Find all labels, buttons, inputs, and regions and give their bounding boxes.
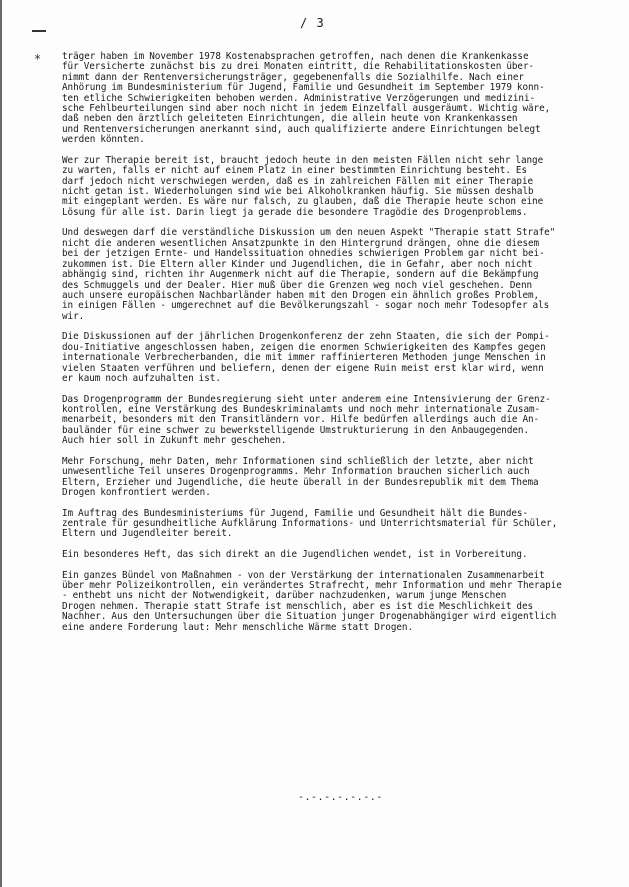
text-line: Ein besonderes Heft, das sich direkt an die Jugendlichen wendet, ist in Vorbereitung. <box>62 548 528 560</box>
text-line: - enthebt uns nicht der Notwendigkeit, darüber nachzudenken, warum junge Menschen <box>62 590 507 602</box>
text-line: unwesentliche Teil unseres Drogenprogramms. Mehr Information brauchen sicherlich auch <box>62 466 530 478</box>
text-line: und Rentenversicherungen anerkannt sind, auch qualifizierte andere Einrichtungen belegt <box>62 123 541 135</box>
text-line: Eltern, Erzieher und Jugendliche, die heute überall in der Bundesrepublik mit dem Thema <box>62 476 539 488</box>
text-line: vielen Staaten verführen und beliefern, denen der eigene Ruin meist erst klar wird, wenn <box>62 362 544 374</box>
document-body <box>62 52 618 643</box>
text-line: Im Auftrag des Bundesministeriums für Jugend, Familie und Gesundheit hält die Bundes- <box>62 507 529 519</box>
text-line: internationale Verbrecherbanden, die mit immer raffinierteren Methoden junge Menschen in <box>62 352 546 364</box>
text-line: Anhörung im Bundesministerium für Jugend, Familie und Gesundheit im September 1979 konn- <box>62 82 545 94</box>
text-line: dou-Initiative angeschlossen haben, zeigen die enormen Schwierigkeiten des Kampfes gegen <box>62 341 546 353</box>
text-line: träger haben im November 1978 Kostenabsprachen getroffen, nach denen die Krankenkasse <box>62 51 529 62</box>
paragraph <box>62 571 618 633</box>
page-number: / 3 <box>300 16 325 30</box>
text-line: nicht die anderen wesentlichen Ansatzpunkte in den Hintergrund drängen, ohne die diesem <box>62 237 540 249</box>
text-line: daß neben den ärztlich geleiteten Einrichtungen, die allein heute von Krankenkassen <box>62 113 518 125</box>
margin-dash-mark <box>32 30 46 32</box>
text-line: Drogen nehmen. Therapie statt Strafe ist menschlich, aber es ist die Meschlichkeit des <box>62 600 534 612</box>
text-line: Eltern und Jugendleiter bereit. <box>62 528 233 540</box>
text-line: abhängig sind, richten ihr Augenmerk nicht auf die Therapie, sondern auf die Bekämpfung <box>62 269 539 281</box>
text-line: Und deswegen darf die verständliche Diskussion um den neuen Aspekt "Therapie statt Strafe" <box>62 227 556 239</box>
paragraph <box>62 156 618 218</box>
text-line: Das Drogenprogramm der Bundesregierung sieht unter anderem eine Intensivierung der Grenz- <box>62 393 551 405</box>
text-line: für Versicherte zunächst bis zu drei Monaten eintritt, die Rehabilitationskosten über- <box>62 61 535 73</box>
text-line: nicht getan ist. Wiederholungen sind wie bei Alkoholkranken häufig. Sie müssen deshalb <box>62 186 534 198</box>
text-line: eine andere Forderung laut: Mehr menschliche Wärme statt Drogen. <box>62 621 414 633</box>
text-line: über mehr Polizeikontrollen, ein verändertes Strafrecht, mehr Information und mehr Therapie <box>62 579 562 591</box>
text-line: Die Diskussionen auf der jährlichen Drogenkonferenz der zehn Staaten, die sich der Pompi- <box>62 331 550 343</box>
text-line: zentrale für gesundheitliche Aufklärung Informations- und Unterrichtsmaterial für Schüler, <box>62 517 558 529</box>
text-line: Lösung für alle ist. Darin liegt ja gerade die besondere Tragödie des Drogenproblems. <box>62 206 528 218</box>
text-line: sche Fehlbeurteilungen sind aber noch nicht in jedem Einzelfall ausgeräumt. Wichtig wäre, <box>62 103 551 115</box>
text-line: wir. <box>62 310 85 322</box>
closing-mark: -.-.-.-.-.-.- <box>298 792 383 803</box>
text-line: menarbeit, besonders mit den Transitländern vor. Hilfe bedürfen allerdings auch die An- <box>62 414 540 426</box>
paragraph <box>62 228 618 322</box>
text-line: Nachher. Aus den Untersuchungen über die Situation junger Drogenabhängiger wird eigentlich <box>62 611 557 623</box>
paragraph <box>62 509 618 540</box>
text-line: darf jedoch nicht verschwiegen werden, daß es in zahlreichen Fällen mit einer Therapie <box>62 175 534 187</box>
text-line: zu warten, falls er nicht auf einem Platz in einer bestimmten Einrichtung besteht. Es <box>62 165 528 177</box>
text-line: werden könnten. <box>62 134 145 146</box>
paragraph <box>62 395 618 447</box>
text-line: kontrollen, eine Verstärkung des Bundeskriminalamts und noch mehr internationale Zusam- <box>62 403 541 415</box>
text-line: des Schmuggels und der Dealer. Hier muß über die Grenzen weg noch viel geschehen. Denn <box>62 279 533 291</box>
paragraph <box>62 52 618 146</box>
text-line: Auch hier soll in Zukunft mehr geschehen. <box>62 435 287 447</box>
text-line: Drogen konfrontiert werden. <box>62 486 211 498</box>
text-line: in einigen Fällen - umgerechnet auf die Bevölkerungszahl - sogar noch mehr Todesopfer als <box>62 300 550 312</box>
margin-asterisk-mark: * <box>34 52 42 66</box>
text-line: Ein ganzes Bündel von Maßnahmen - von der Verstärkung der internationalen Zusammenarbeit <box>62 569 545 581</box>
text-line: bauländer für eine schwer zu bewerkstelligende Umstrukturierung in den Anbaugegenden. <box>62 424 530 436</box>
paragraph <box>62 457 618 499</box>
text-line: mit eingeplant werden. Es wäre nur falsch, zu glauben, daß die Therapie heute schon eine <box>62 196 544 208</box>
text-line: bei der jetzigen Ernte- und Handelssituation ohnedies schwierigen Problem gar nicht bei- <box>62 248 545 260</box>
paragraph <box>62 332 618 384</box>
text-line: ten etliche Schwierigkeiten behoben werden. Administrative Verzögerungen und medizini- <box>62 92 536 104</box>
text-line: Mehr Forschung, mehr Daten, mehr Informationen sind schließlich der letzte, aber nicht <box>62 455 534 467</box>
text-line: er kaum noch aufzuhalten ist. <box>62 372 221 384</box>
paragraph <box>62 550 618 560</box>
text-line: nimmt dann der Rentenversicherungsträger, gegebenenfalls die Sozialhilfe. Nach einer <box>62 71 524 83</box>
text-line: zukommen ist. Die Eltern aller Kinder und Jugendlichen, die in Gefahr, aber noch nicht <box>62 258 533 270</box>
text-line: auch unsere europäischen Nachbarländer haben mit den Drogen ein ähnlich großes Problem, <box>62 289 540 301</box>
text-line: Wer zur Therapie bereit ist, braucht jedoch heute in den meisten Fällen nicht sehr lange <box>62 154 544 166</box>
